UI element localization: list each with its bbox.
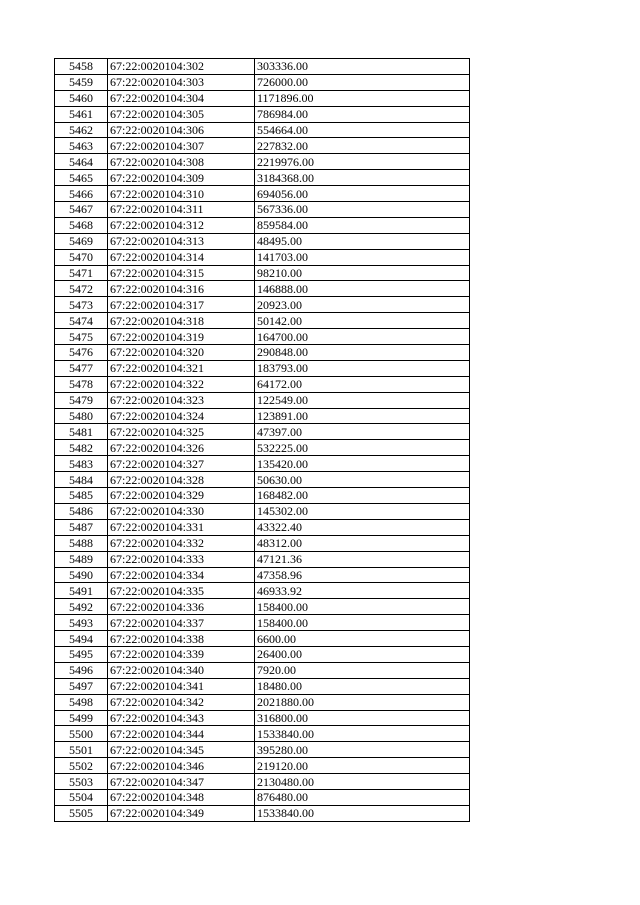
cadastral-value-cell: 395280.00 (255, 742, 470, 758)
row-number-cell: 5484 (55, 472, 108, 488)
cadastral-number-cell: 67:22:0020104:319 (108, 329, 255, 345)
cadastral-value-cell: 48495.00 (255, 233, 470, 249)
row-number-cell: 5496 (55, 662, 108, 678)
row-number-cell: 5468 (55, 217, 108, 233)
cadastral-value-cell: 290848.00 (255, 345, 470, 361)
cadastral-value-cell: 1533840.00 (255, 726, 470, 742)
table-row (55, 122, 470, 138)
table-body (55, 59, 470, 822)
cadastral-number-cell: 67:22:0020104:314 (108, 249, 255, 265)
cadastral-value-cell: 2130480.00 (255, 774, 470, 790)
row-number-cell: 5476 (55, 345, 108, 361)
cadastral-value-cell: 6600.00 (255, 631, 470, 647)
table-row (55, 551, 470, 567)
row-number-cell: 5469 (55, 233, 108, 249)
row-number-cell: 5498 (55, 694, 108, 710)
table-row (55, 154, 470, 170)
cadastral-number-cell: 67:22:0020104:305 (108, 106, 255, 122)
cadastral-value-cell: 316800.00 (255, 710, 470, 726)
row-number-cell: 5493 (55, 615, 108, 631)
table-row (55, 360, 470, 376)
table-row (55, 233, 470, 249)
cadastral-value-cell: 164700.00 (255, 329, 470, 345)
table-row (55, 265, 470, 281)
table-row (55, 424, 470, 440)
table-row (55, 535, 470, 551)
cadastral-value-cell: 20923.00 (255, 297, 470, 313)
cadastral-value-cell: 2219976.00 (255, 154, 470, 170)
cadastral-value-cell: 303336.00 (255, 59, 470, 75)
table-row (55, 329, 470, 345)
cadastral-value-cell: 694056.00 (255, 186, 470, 202)
cadastral-number-cell: 67:22:0020104:342 (108, 694, 255, 710)
cadastral-number-cell: 67:22:0020104:321 (108, 360, 255, 376)
cadastral-number-cell: 67:22:0020104:304 (108, 90, 255, 106)
cadastral-value-cell: 146888.00 (255, 281, 470, 297)
table-row (55, 678, 470, 694)
row-number-cell: 5478 (55, 376, 108, 392)
table-row (55, 789, 470, 805)
cadastral-value-cell: 145302.00 (255, 503, 470, 519)
cadastral-value-cell: 726000.00 (255, 74, 470, 90)
cadastral-value-cell: 1171896.00 (255, 90, 470, 106)
table-row (55, 567, 470, 583)
cadastral-number-cell: 67:22:0020104:330 (108, 503, 255, 519)
table-row (55, 249, 470, 265)
cadastral-value-cell: 3184368.00 (255, 170, 470, 186)
row-number-cell: 5475 (55, 329, 108, 345)
cadastral-value-cell: 47358.96 (255, 567, 470, 583)
table-row (55, 217, 470, 233)
row-number-cell: 5497 (55, 678, 108, 694)
table-row (55, 74, 470, 90)
table-row (55, 297, 470, 313)
row-number-cell: 5459 (55, 74, 108, 90)
table-row (55, 694, 470, 710)
table-row (55, 313, 470, 329)
cadastral-number-cell: 67:22:0020104:343 (108, 710, 255, 726)
cadastral-value-cell: 123891.00 (255, 408, 470, 424)
row-number-cell: 5481 (55, 424, 108, 440)
cadastral-value-cell: 183793.00 (255, 360, 470, 376)
cadastral-value-cell: 48312.00 (255, 535, 470, 551)
cadastral-number-cell: 67:22:0020104:335 (108, 583, 255, 599)
row-number-cell: 5474 (55, 313, 108, 329)
cadastral-number-cell: 67:22:0020104:318 (108, 313, 255, 329)
cadastral-value-cell: 18480.00 (255, 678, 470, 694)
cadastral-number-cell: 67:22:0020104:324 (108, 408, 255, 424)
cadastral-number-cell: 67:22:0020104:337 (108, 615, 255, 631)
table-row (55, 503, 470, 519)
cadastral-number-cell: 67:22:0020104:317 (108, 297, 255, 313)
cadastral-value-cell: 219120.00 (255, 758, 470, 774)
cadastral-number-cell: 67:22:0020104:328 (108, 472, 255, 488)
cadastral-number-cell: 67:22:0020104:338 (108, 631, 255, 647)
cadastral-number-cell: 67:22:0020104:327 (108, 456, 255, 472)
row-number-cell: 5488 (55, 535, 108, 551)
row-number-cell: 5504 (55, 789, 108, 805)
cadastral-number-cell: 67:22:0020104:348 (108, 789, 255, 805)
cadastral-value-cell: 122549.00 (255, 392, 470, 408)
row-number-cell: 5473 (55, 297, 108, 313)
row-number-cell: 5483 (55, 456, 108, 472)
table-row (55, 456, 470, 472)
row-number-cell: 5477 (55, 360, 108, 376)
cadastral-number-cell: 67:22:0020104:309 (108, 170, 255, 186)
cadastral-number-cell: 67:22:0020104:336 (108, 599, 255, 615)
cadastral-value-cell: 50142.00 (255, 313, 470, 329)
row-number-cell: 5494 (55, 631, 108, 647)
table-row (55, 805, 470, 821)
table-row (55, 615, 470, 631)
table-row (55, 376, 470, 392)
table-row (55, 758, 470, 774)
cadastral-value-cell: 1533840.00 (255, 805, 470, 821)
cadastral-number-cell: 67:22:0020104:315 (108, 265, 255, 281)
cadastral-value-cell: 43322.40 (255, 519, 470, 535)
table-row (55, 138, 470, 154)
table-row (55, 599, 470, 615)
row-number-cell: 5492 (55, 599, 108, 615)
cadastral-number-cell: 67:22:0020104:307 (108, 138, 255, 154)
row-number-cell: 5502 (55, 758, 108, 774)
cadastral-value-cell: 46933.92 (255, 583, 470, 599)
table-row (55, 408, 470, 424)
cadastral-value-cell: 158400.00 (255, 615, 470, 631)
table-row (55, 59, 470, 75)
cadastral-value-cell: 532225.00 (255, 440, 470, 456)
cadastral-value-cell: 98210.00 (255, 265, 470, 281)
cadastral-value-cell: 158400.00 (255, 599, 470, 615)
row-number-cell: 5467 (55, 202, 108, 218)
cadastral-number-cell: 67:22:0020104:311 (108, 202, 255, 218)
cadastral-number-cell: 67:22:0020104:303 (108, 74, 255, 90)
row-number-cell: 5490 (55, 567, 108, 583)
table-row (55, 726, 470, 742)
table-row (55, 281, 470, 297)
table-row (55, 646, 470, 662)
row-number-cell: 5471 (55, 265, 108, 281)
cadastral-value-cell: 2021880.00 (255, 694, 470, 710)
cadastral-number-cell: 67:22:0020104:302 (108, 59, 255, 75)
cadastral-number-cell: 67:22:0020104:308 (108, 154, 255, 170)
table-row (55, 742, 470, 758)
table-row (55, 488, 470, 504)
row-number-cell: 5495 (55, 646, 108, 662)
table-row (55, 662, 470, 678)
cadastral-number-cell: 67:22:0020104:312 (108, 217, 255, 233)
row-number-cell: 5465 (55, 170, 108, 186)
table-row (55, 519, 470, 535)
cadastral-value-cell: 7920.00 (255, 662, 470, 678)
table-row (55, 170, 470, 186)
table-row (55, 202, 470, 218)
row-number-cell: 5501 (55, 742, 108, 758)
cadastral-number-cell: 67:22:0020104:322 (108, 376, 255, 392)
cadastral-number-cell: 67:22:0020104:329 (108, 488, 255, 504)
row-number-cell: 5500 (55, 726, 108, 742)
cadastral-value-cell: 876480.00 (255, 789, 470, 805)
cadastral-value-cell: 168482.00 (255, 488, 470, 504)
row-number-cell: 5482 (55, 440, 108, 456)
cadastral-number-cell: 67:22:0020104:331 (108, 519, 255, 535)
cadastral-number-cell: 67:22:0020104:349 (108, 805, 255, 821)
cadastral-number-cell: 67:22:0020104:306 (108, 122, 255, 138)
cadastral-number-cell: 67:22:0020104:323 (108, 392, 255, 408)
row-number-cell: 5486 (55, 503, 108, 519)
row-number-cell: 5470 (55, 249, 108, 265)
table-row (55, 106, 470, 122)
cadastral-number-cell: 67:22:0020104:333 (108, 551, 255, 567)
table-row (55, 345, 470, 361)
row-number-cell: 5458 (55, 59, 108, 75)
cadastral-number-cell: 67:22:0020104:346 (108, 758, 255, 774)
table-row (55, 186, 470, 202)
cadastral-number-cell: 67:22:0020104:339 (108, 646, 255, 662)
table-row (55, 440, 470, 456)
table-row (55, 710, 470, 726)
row-number-cell: 5480 (55, 408, 108, 424)
cadastral-number-cell: 67:22:0020104:310 (108, 186, 255, 202)
row-number-cell: 5472 (55, 281, 108, 297)
row-number-cell: 5462 (55, 122, 108, 138)
row-number-cell: 5487 (55, 519, 108, 535)
table-row (55, 774, 470, 790)
row-number-cell: 5491 (55, 583, 108, 599)
row-number-cell: 5489 (55, 551, 108, 567)
cadastral-number-cell: 67:22:0020104:326 (108, 440, 255, 456)
table-row (55, 583, 470, 599)
row-number-cell: 5505 (55, 805, 108, 821)
row-number-cell: 5499 (55, 710, 108, 726)
table-row (55, 90, 470, 106)
cadastral-value-cell: 227832.00 (255, 138, 470, 154)
table-row (55, 472, 470, 488)
cadastral-value-cell: 135420.00 (255, 456, 470, 472)
cadastral-number-cell: 67:22:0020104:325 (108, 424, 255, 440)
row-number-cell: 5461 (55, 106, 108, 122)
cadastral-value-cell: 64172.00 (255, 376, 470, 392)
cadastral-number-cell: 67:22:0020104:334 (108, 567, 255, 583)
row-number-cell: 5479 (55, 392, 108, 408)
cadastral-value-cell: 47397.00 (255, 424, 470, 440)
cadastral-value-cell: 554664.00 (255, 122, 470, 138)
row-number-cell: 5466 (55, 186, 108, 202)
cadastral-number-cell: 67:22:0020104:340 (108, 662, 255, 678)
cadastral-number-cell: 67:22:0020104:320 (108, 345, 255, 361)
table-row (55, 631, 470, 647)
cadastral-number-cell: 67:22:0020104:341 (108, 678, 255, 694)
cadastral-number-cell: 67:22:0020104:345 (108, 742, 255, 758)
row-number-cell: 5460 (55, 90, 108, 106)
row-number-cell: 5503 (55, 774, 108, 790)
table-row (55, 392, 470, 408)
cadastral-value-table (54, 58, 470, 822)
cadastral-value-cell: 141703.00 (255, 249, 470, 265)
cadastral-value-cell: 567336.00 (255, 202, 470, 218)
cadastral-value-cell: 47121.36 (255, 551, 470, 567)
cadastral-number-cell: 67:22:0020104:316 (108, 281, 255, 297)
cadastral-number-cell: 67:22:0020104:332 (108, 535, 255, 551)
row-number-cell: 5464 (55, 154, 108, 170)
cadastral-number-cell: 67:22:0020104:344 (108, 726, 255, 742)
cadastral-value-cell: 26400.00 (255, 646, 470, 662)
cadastral-number-cell: 67:22:0020104:347 (108, 774, 255, 790)
cadastral-value-cell: 859584.00 (255, 217, 470, 233)
cadastral-number-cell: 67:22:0020104:313 (108, 233, 255, 249)
cadastral-value-cell: 786984.00 (255, 106, 470, 122)
row-number-cell: 5485 (55, 488, 108, 504)
cadastral-value-cell: 50630.00 (255, 472, 470, 488)
row-number-cell: 5463 (55, 138, 108, 154)
